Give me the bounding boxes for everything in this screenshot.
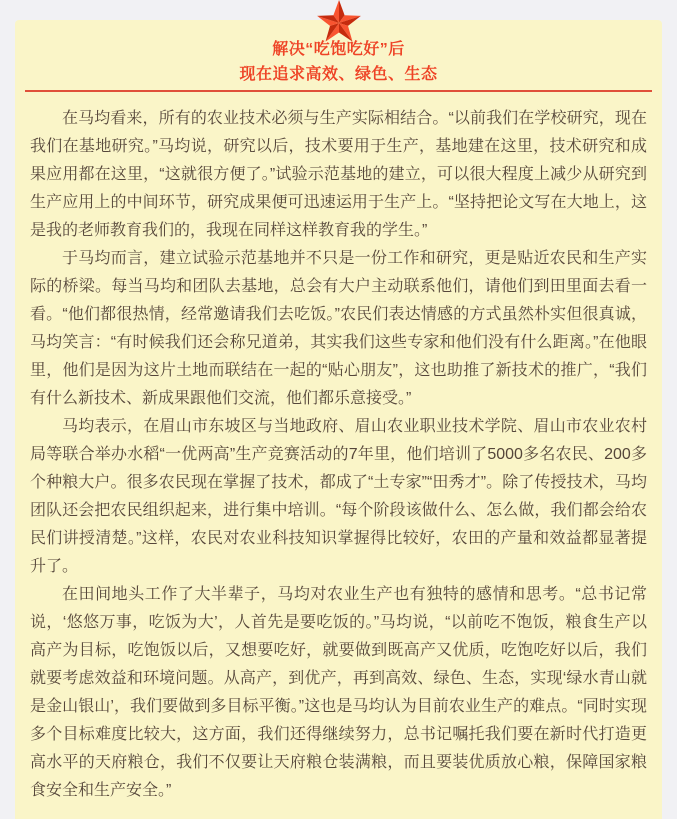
- article-body: [30, 105, 647, 805]
- article-title-line1: 解决“吃饱吃好”后: [272, 41, 405, 58]
- article-paragraph: 在马均看来，所有的农业技术必须与生产实际相结合。“以前我们在学校研究，现在我们在基地研究。”马均说，研究以后，技术要用于生产，基地建在这里，技术研究和成果应用都在这里，“这就很方便了。”试验示范基地的建立，可以很大程度上减少从研究到生产应用上的中间环节，研究成果便可迅速运用于生产上。“坚持把论文写在大地上，这是我的老师教育我们的，我现在同样这样教育我的学生。”: [30, 110, 647, 239]
- red-star-icon: [315, 0, 363, 44]
- article-paragraph: 马均表示，在眉山市东坡区与当地政府、眉山农业职业技术学院、眉山市农业农村局等联合举办水稻“一优两高”生产竞赛活动的7年里，他们培训了5000多名农民、200多个种粮大户。很多农民现在掌握了技术，都成了“土专家”“田秀才”。除了传授技术，马均团队还会把农民组织起来，进行集中培训。“每个阶段该做什么、怎么做，我们都会给农民们讲授清楚。”这样，农民对农业科技知识掌握得比较好，农田的产量和效益都显著提升了。: [30, 418, 647, 575]
- article-paragraph: 在田间地头工作了大半辈子，马均对农业生产也有独特的感情和思考。“总书记常说，‘悠悠万事，吃饭为大’，人首先是要吃饭的。”马均说，“以前吃不饱饭，粮食生产以高产为目标，吃饱饭以后，又想要吃好，就要做到既高产又优质，吃饱吃好以后，我们就要考虑效益和环境问题。从高产，到优产，再到高效、绿色、生态，实现‘绿水青山就是金山银山’，我们要做到多目标平衡。”这也是马均认为目前农业生产的难点。“同时实现多个目标难度比较大，这方面，我们还得继续努力，总书记嘱托我们要在新时代打造更高水平的天府粮仓，我们不仅要让天府粮仓装满粮，而且要装优质放心粮，保障国家粮食安全和生产安全。”: [30, 586, 647, 799]
- article-card: [15, 20, 662, 819]
- article-title-line2: 现在追求高效、绿色、生态: [239, 66, 438, 83]
- article-paragraph: 于马均而言，建立试验示范基地并不只是一份工作和研究，更是贴近农民和生产实际的桥梁。每当马均和团队去基地，总会有大户主动联系他们，请他们到田里面去看一看。“他们都很热情，经常邀请我们去吃饭。”农民们表达情感的方式虽然朴实但很真诚，马均笑言：“有时候我们还会称兄道弟，其实我们这些专家和他们没有什么距离。”在他眼里，他们是因为这片土地而联结在一起的“贴心朋友”，这也助推了新技术的推广，“我们有什么新技术、新成果跟他们交流，他们都乐意接受。”: [30, 250, 647, 407]
- title-divider: [25, 90, 652, 92]
